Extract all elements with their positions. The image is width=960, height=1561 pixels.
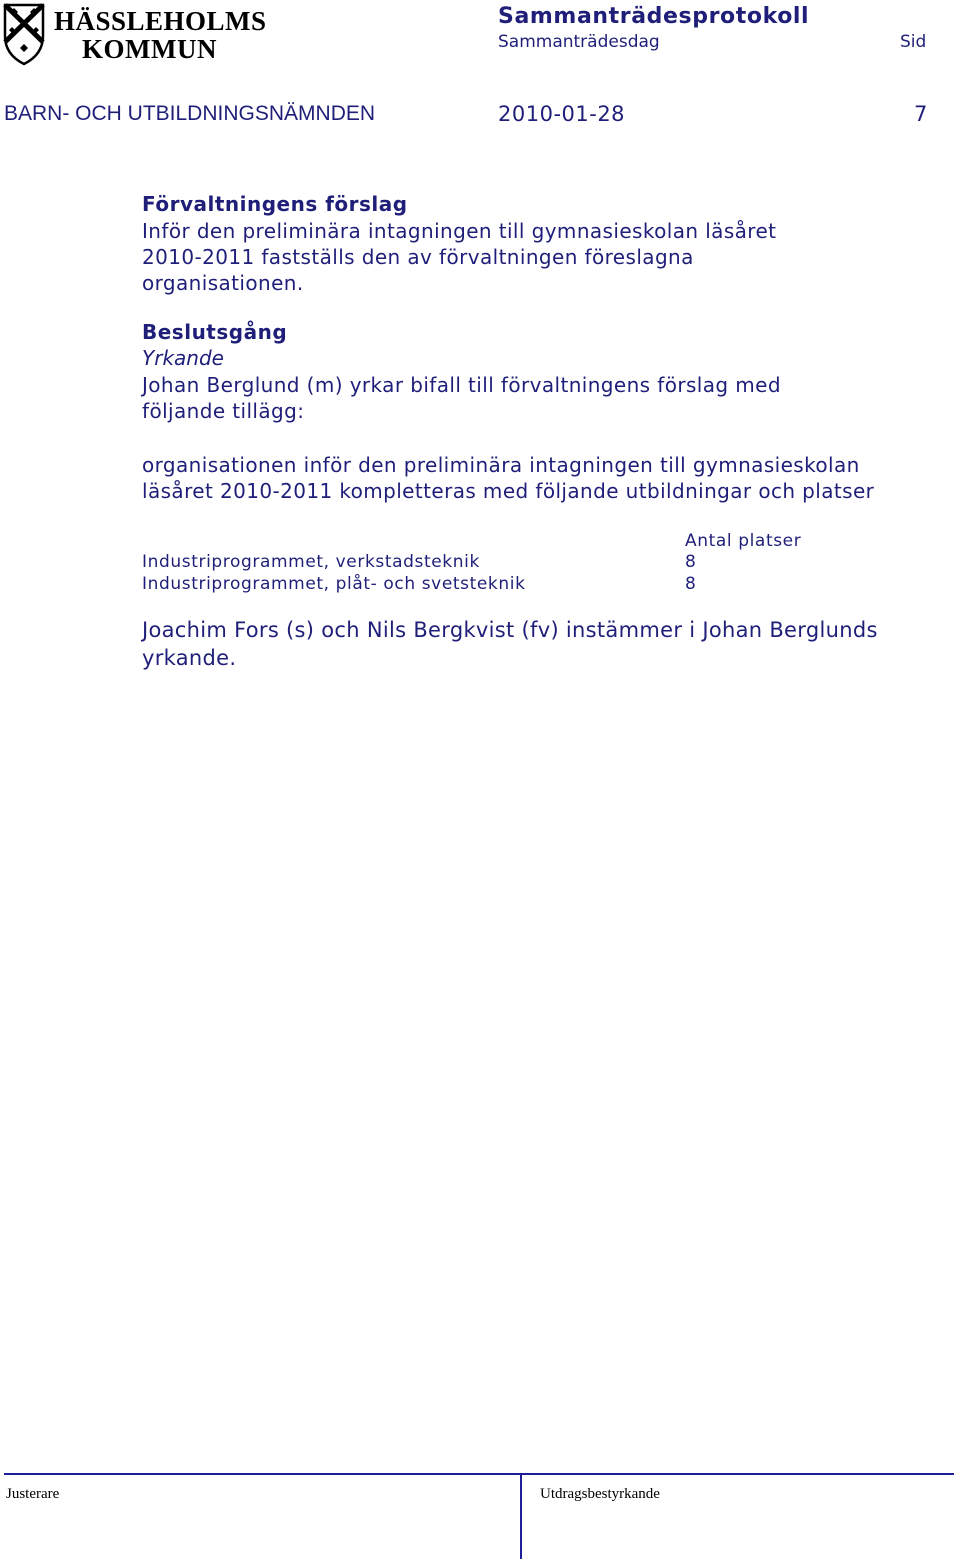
org-name-line1: HÄSSLEHOLMS [54,6,267,36]
seats-column-header: Antal platser [685,531,802,551]
motion-subheading: Yrkande [142,346,224,370]
concur-text: Joachim Fors (s) och Nils Bergkvist (fv) instämmer i Johan Berglunds yrkande. [142,618,878,670]
adjuster-label: Justerare [6,1486,60,1502]
committee-name: BARN- OCH UTBILDNINGSNÄMNDEN [4,102,376,125]
table-row-seats: 8 [685,552,697,572]
addition-text: organisationen inför den preliminära intagningen till gymnasieskolan läsåret 2010-2011 kompletteras med följande utbildningar och platser [142,453,875,503]
meeting-date-label: Sammanträdesdag [498,32,660,52]
motion-text: Johan Berglund (m) yrkar bifall till förvaltningens förslag med följande tillägg: [142,373,781,423]
table-row-program: Industriprogrammet, plåt- och svetsteknik [142,574,526,594]
table-row-program: Industriprogrammet, verkstadsteknik [142,552,480,572]
coat-of-arms-icon [2,2,46,66]
table-row-seats: 8 [685,574,697,594]
footer-rule [4,1473,954,1475]
proposal-text: Inför den preliminära intagningen till gymnasieskolan läsåret 2010-2011 fastställs den av förvaltningen föreslagna organisationen. [142,219,777,295]
org-name-line2: KOMMUN [82,34,217,64]
extract-certification-label: Utdragsbestyrkande [540,1486,660,1502]
document-title: Sammanträdesprotokoll [498,4,810,29]
page-number: 7 [914,102,928,126]
proposal-heading: Förvaltningens förslag [142,192,408,216]
decision-heading: Beslutsgång [142,320,288,344]
page-label: Sid [900,32,927,52]
footer-divider [520,1473,522,1559]
meeting-date: 2010-01-28 [498,102,626,126]
